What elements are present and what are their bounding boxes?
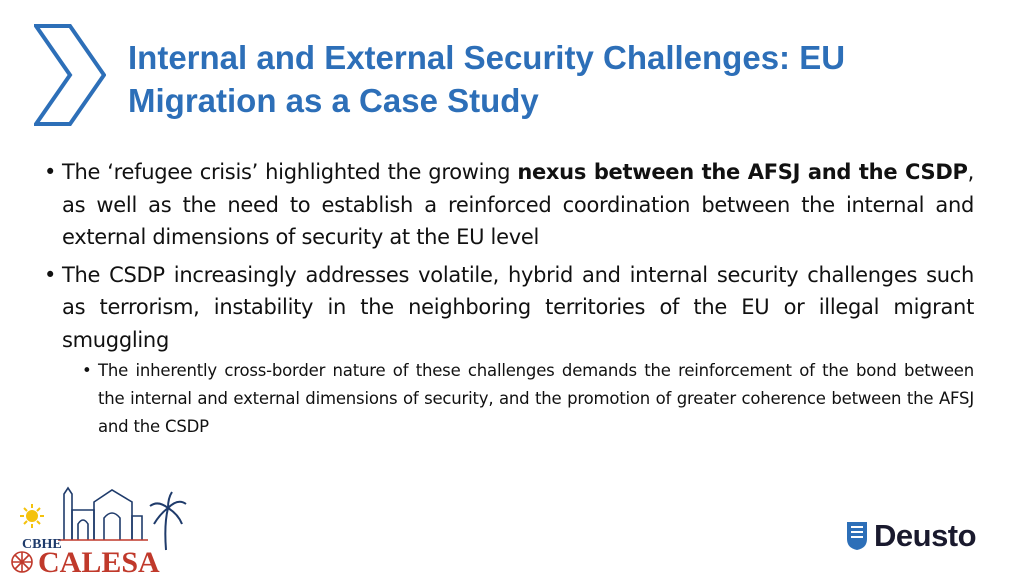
calesa-logo-text	[22, 537, 160, 576]
building-icon	[64, 488, 142, 540]
bullet-list	[44, 156, 974, 441]
bullet-item	[44, 156, 974, 254]
page-title: Internal and External Security Challenges: EU Migration as a Case Study	[128, 39, 846, 119]
sub-bullet-item	[82, 357, 974, 441]
bullet-dot: •	[44, 262, 57, 287]
bullet-item	[44, 259, 974, 357]
bullet-bold-text: nexus between the AFSJ and the CSDP	[517, 160, 968, 184]
bullet-dot: •	[44, 160, 57, 184]
bullet-dot: •	[82, 361, 92, 380]
sub-bullet-text: The inherently cross-border nature of these challenges demands the reinforcement of the bond between the internal and external dimensions of security, and the promotion of greater coherence between the AFSJ and the CSDP	[98, 361, 974, 436]
chevron-right-icon	[34, 24, 106, 126]
bullet-text: , as well as the need to establish a reinforced coordination between the internal and external dimensions of security at the EU level	[62, 160, 974, 249]
calesa-logo	[8, 480, 188, 576]
deusto-wordmark: Deusto	[874, 518, 977, 553]
wheel-icon	[12, 552, 32, 572]
palm-tree-icon	[150, 492, 186, 550]
deusto-logo	[846, 518, 976, 554]
bullet-text: The ‘refugee crisis’ highlighted the growing	[62, 160, 518, 184]
deusto-shield-icon	[846, 521, 868, 551]
sun-icon	[20, 504, 44, 528]
logo-lettering: CALESA	[38, 546, 160, 576]
bullet-text: The CSDP increasingly addresses volatile, hybrid and internal security challenges such as terrorism, instability in the neighboring territories of the EU or illegal migrant smuggling	[62, 262, 974, 352]
logo-lettering: CBHE	[22, 537, 62, 552]
